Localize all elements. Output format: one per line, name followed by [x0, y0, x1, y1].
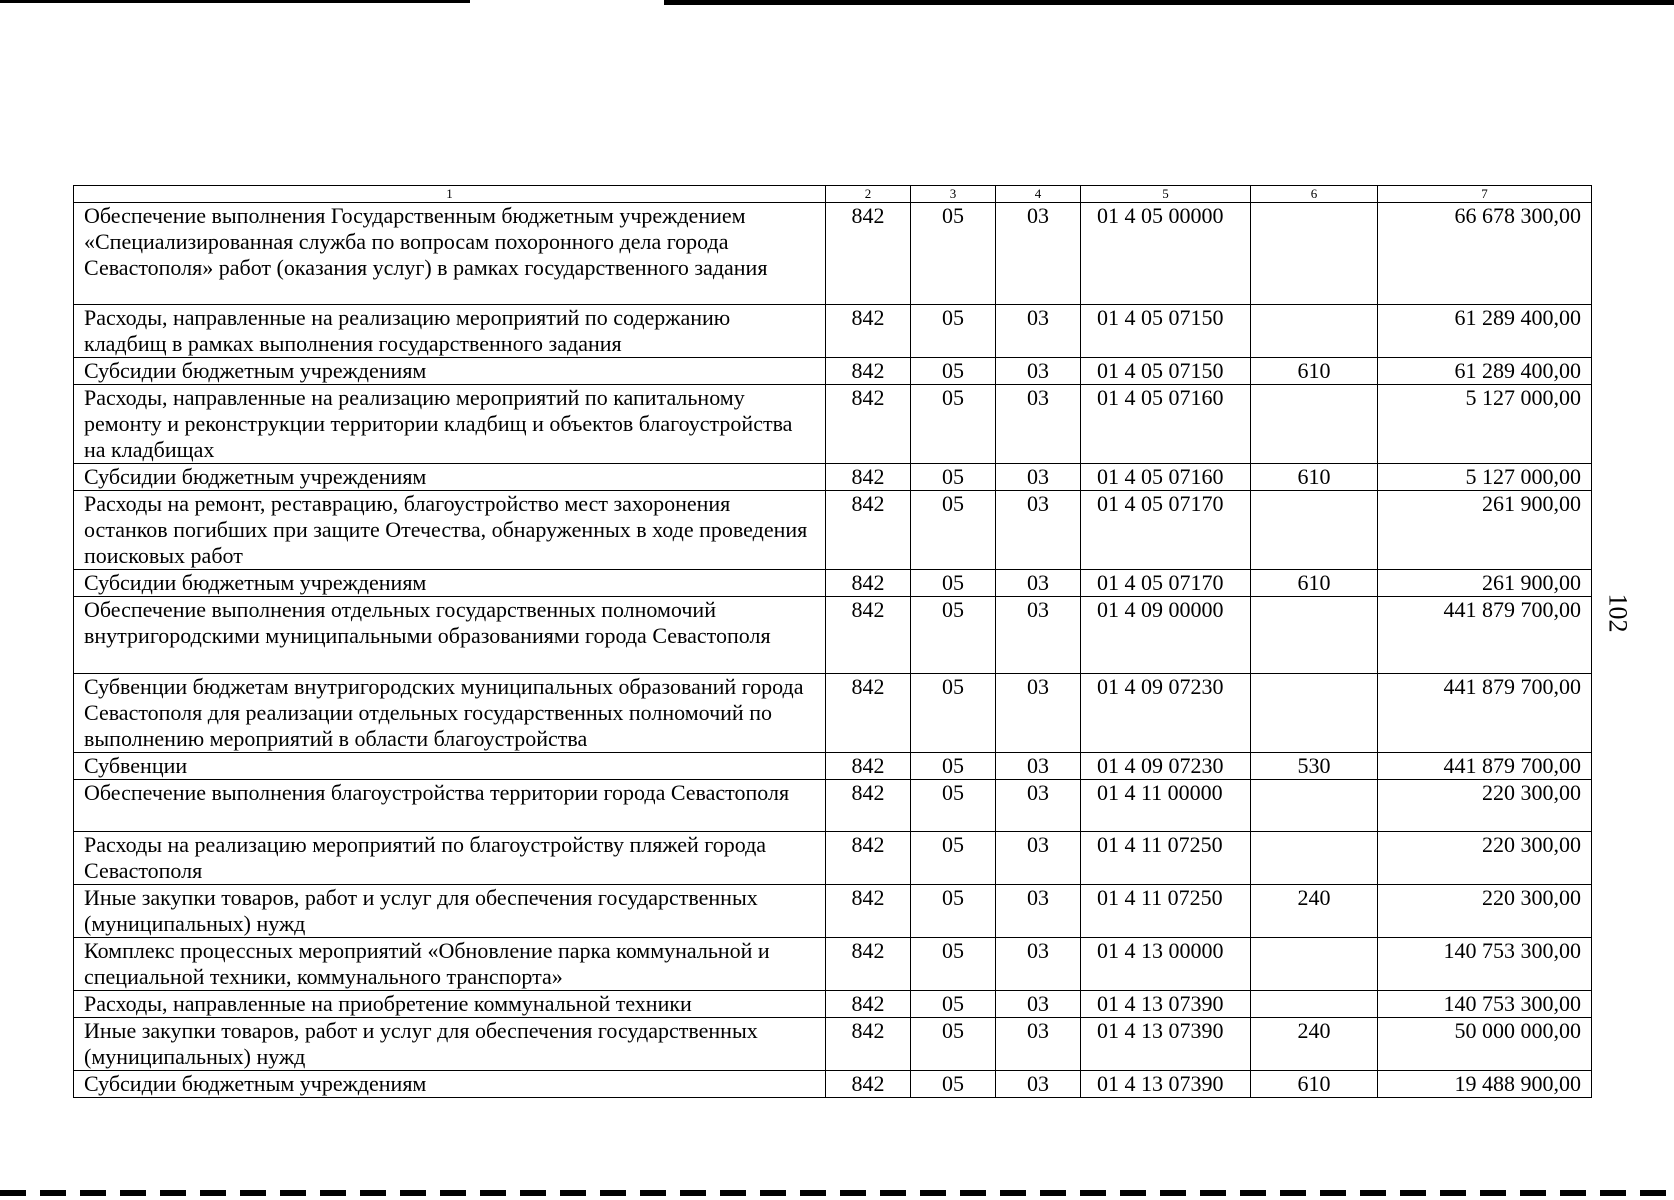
expense-type-code [1251, 203, 1378, 305]
section-code: 05 [911, 358, 996, 385]
amount: 441 879 700,00 [1378, 674, 1592, 753]
table-row [74, 491, 1592, 570]
amount: 220 300,00 [1378, 832, 1592, 885]
target-article-code: 01 4 05 07160 [1081, 464, 1251, 491]
amount: 261 900,00 [1378, 570, 1592, 597]
expense-type-code [1251, 385, 1378, 464]
subsection-code: 03 [996, 938, 1081, 991]
header-cell: 2 [826, 186, 911, 203]
scan-edge-bottom [0, 1190, 1674, 1196]
section-code: 05 [911, 753, 996, 780]
amount: 220 300,00 [1378, 885, 1592, 938]
budget-table [73, 185, 1592, 1098]
header-cell: 3 [911, 186, 996, 203]
item-name: Расходы, направленные на реализацию мероприятий по капитальному ремонту и реконструкции территории кладбищ и объектов благоустройства на кладбищах [74, 385, 826, 464]
header-row [74, 186, 1592, 203]
header-cell: 4 [996, 186, 1081, 203]
table-row [74, 780, 1592, 832]
target-article-code: 01 4 13 07390 [1081, 1071, 1251, 1098]
table-row [74, 203, 1592, 305]
section-code: 05 [911, 203, 996, 305]
subsection-code: 03 [996, 203, 1081, 305]
item-name: Расходы, направленные на реализацию мероприятий по содержанию кладбищ в рамках выполнения государственного задания [74, 305, 826, 358]
header-cell: 6 [1251, 186, 1378, 203]
ministry-code: 842 [826, 305, 911, 358]
section-code: 05 [911, 1018, 996, 1071]
amount: 19 488 900,00 [1378, 1071, 1592, 1098]
item-name: Субвенции [74, 753, 826, 780]
target-article-code: 01 4 13 00000 [1081, 938, 1251, 991]
target-article-code: 01 4 11 07250 [1081, 885, 1251, 938]
item-name: Обеспечение выполнения благоустройства территории города Севастополя [74, 780, 826, 832]
ministry-code: 842 [826, 570, 911, 597]
table-body [74, 203, 1592, 1098]
expense-type-code [1251, 991, 1378, 1018]
subsection-code: 03 [996, 491, 1081, 570]
ministry-code: 842 [826, 1071, 911, 1098]
item-name: Расходы, направленные на приобретение коммунальной техники [74, 991, 826, 1018]
table-row [74, 358, 1592, 385]
ministry-code: 842 [826, 780, 911, 832]
section-code: 05 [911, 570, 996, 597]
item-name: Обеспечение выполнения Государственным бюджетным учреждением «Специализированная служба по вопросам похоронного дела города Севастополя» работ (оказания услуг) в рамках государственного задания [74, 203, 826, 305]
subsection-code: 03 [996, 358, 1081, 385]
section-code: 05 [911, 780, 996, 832]
expense-type-code: 240 [1251, 885, 1378, 938]
target-article-code: 01 4 05 07170 [1081, 491, 1251, 570]
section-code: 05 [911, 938, 996, 991]
subsection-code: 03 [996, 832, 1081, 885]
subsection-code: 03 [996, 780, 1081, 832]
section-code: 05 [911, 1071, 996, 1098]
ministry-code: 842 [826, 385, 911, 464]
item-name: Субвенции бюджетам внутригородских муниципальных образований города Севастополя для реализации отдельных государственных полномочий по выполнению мероприятий в области благоустройства [74, 674, 826, 753]
target-article-code: 01 4 05 07170 [1081, 570, 1251, 597]
item-name: Субсидии бюджетным учреждениям [74, 464, 826, 491]
subsection-code: 03 [996, 1071, 1081, 1098]
ministry-code: 842 [826, 938, 911, 991]
table-row [74, 597, 1592, 674]
subsection-code: 03 [996, 1018, 1081, 1071]
header-cell: 5 [1081, 186, 1251, 203]
amount: 66 678 300,00 [1378, 203, 1592, 305]
section-code: 05 [911, 305, 996, 358]
table-row [74, 1018, 1592, 1071]
table-row [74, 385, 1592, 464]
amount: 61 289 400,00 [1378, 305, 1592, 358]
subsection-code: 03 [996, 570, 1081, 597]
table-row [74, 753, 1592, 780]
scan-edge-top-right [664, 0, 1674, 5]
expense-type-code [1251, 780, 1378, 832]
table-row [74, 832, 1592, 885]
table-row [74, 885, 1592, 938]
section-code: 05 [911, 464, 996, 491]
expense-type-code [1251, 674, 1378, 753]
amount: 5 127 000,00 [1378, 464, 1592, 491]
item-name: Обеспечение выполнения отдельных государственных полномочий внутригородскими муниципальными образованиями города Севастополя [74, 597, 826, 674]
target-article-code: 01 4 09 00000 [1081, 597, 1251, 674]
amount: 140 753 300,00 [1378, 991, 1592, 1018]
section-code: 05 [911, 991, 996, 1018]
ministry-code: 842 [826, 203, 911, 305]
expense-type-code [1251, 832, 1378, 885]
expense-type-code: 610 [1251, 1071, 1378, 1098]
expense-type-code [1251, 305, 1378, 358]
page-number: 102 [1603, 593, 1633, 633]
target-article-code: 01 4 11 07250 [1081, 832, 1251, 885]
subsection-code: 03 [996, 991, 1081, 1018]
table-row [74, 674, 1592, 753]
item-name: Субсидии бюджетным учреждениям [74, 570, 826, 597]
table-row [74, 464, 1592, 491]
section-code: 05 [911, 491, 996, 570]
expense-type-code [1251, 491, 1378, 570]
ministry-code: 842 [826, 491, 911, 570]
table-row [74, 305, 1592, 358]
target-article-code: 01 4 05 07150 [1081, 305, 1251, 358]
table-row [74, 938, 1592, 991]
ministry-code: 842 [826, 597, 911, 674]
target-article-code: 01 4 05 00000 [1081, 203, 1251, 305]
expense-type-code [1251, 597, 1378, 674]
item-name: Расходы на реализацию мероприятий по благоустройству пляжей города Севастополя [74, 832, 826, 885]
amount: 261 900,00 [1378, 491, 1592, 570]
ministry-code: 842 [826, 464, 911, 491]
amount: 220 300,00 [1378, 780, 1592, 832]
header-cell: 1 [74, 186, 826, 203]
target-article-code: 01 4 05 07160 [1081, 385, 1251, 464]
ministry-code: 842 [826, 991, 911, 1018]
expense-type-code: 610 [1251, 570, 1378, 597]
amount: 441 879 700,00 [1378, 753, 1592, 780]
scan-edge-top-left [0, 0, 470, 3]
target-article-code: 01 4 09 07230 [1081, 674, 1251, 753]
expense-type-code: 610 [1251, 464, 1378, 491]
subsection-code: 03 [996, 597, 1081, 674]
ministry-code: 842 [826, 885, 911, 938]
item-name: Комплекс процессных мероприятий «Обновление парка коммунальной и специальной техники, коммунального транспорта» [74, 938, 826, 991]
item-name: Иные закупки товаров, работ и услуг для обеспечения государственных (муниципальных) нужд [74, 885, 826, 938]
amount: 140 753 300,00 [1378, 938, 1592, 991]
expense-type-code [1251, 938, 1378, 991]
ministry-code: 842 [826, 753, 911, 780]
expense-type-code: 530 [1251, 753, 1378, 780]
expense-type-code: 240 [1251, 1018, 1378, 1071]
amount: 61 289 400,00 [1378, 358, 1592, 385]
section-code: 05 [911, 832, 996, 885]
header-cell: 7 [1378, 186, 1592, 203]
subsection-code: 03 [996, 385, 1081, 464]
expense-type-code: 610 [1251, 358, 1378, 385]
target-article-code: 01 4 13 07390 [1081, 991, 1251, 1018]
amount: 5 127 000,00 [1378, 385, 1592, 464]
ministry-code: 842 [826, 358, 911, 385]
section-code: 05 [911, 385, 996, 464]
item-name: Субсидии бюджетным учреждениям [74, 358, 826, 385]
section-code: 05 [911, 674, 996, 753]
subsection-code: 03 [996, 885, 1081, 938]
item-name: Иные закупки товаров, работ и услуг для обеспечения государственных (муниципальных) нужд [74, 1018, 826, 1071]
subsection-code: 03 [996, 464, 1081, 491]
ministry-code: 842 [826, 832, 911, 885]
ministry-code: 842 [826, 674, 911, 753]
section-code: 05 [911, 885, 996, 938]
item-name: Субсидии бюджетным учреждениям [74, 1071, 826, 1098]
amount: 441 879 700,00 [1378, 597, 1592, 674]
target-article-code: 01 4 13 07390 [1081, 1018, 1251, 1071]
table-row [74, 991, 1592, 1018]
subsection-code: 03 [996, 753, 1081, 780]
ministry-code: 842 [826, 1018, 911, 1071]
subsection-code: 03 [996, 305, 1081, 358]
table-row [74, 570, 1592, 597]
item-name: Расходы на ремонт, реставрацию, благоустройство мест захоронения останков погибших при защите Отечества, обнаруженных в ходе проведения поисковых работ [74, 491, 826, 570]
section-code: 05 [911, 597, 996, 674]
amount: 50 000 000,00 [1378, 1018, 1592, 1071]
target-article-code: 01 4 05 07150 [1081, 358, 1251, 385]
target-article-code: 01 4 09 07230 [1081, 753, 1251, 780]
subsection-code: 03 [996, 674, 1081, 753]
target-article-code: 01 4 11 00000 [1081, 780, 1251, 832]
table-row [74, 1071, 1592, 1098]
